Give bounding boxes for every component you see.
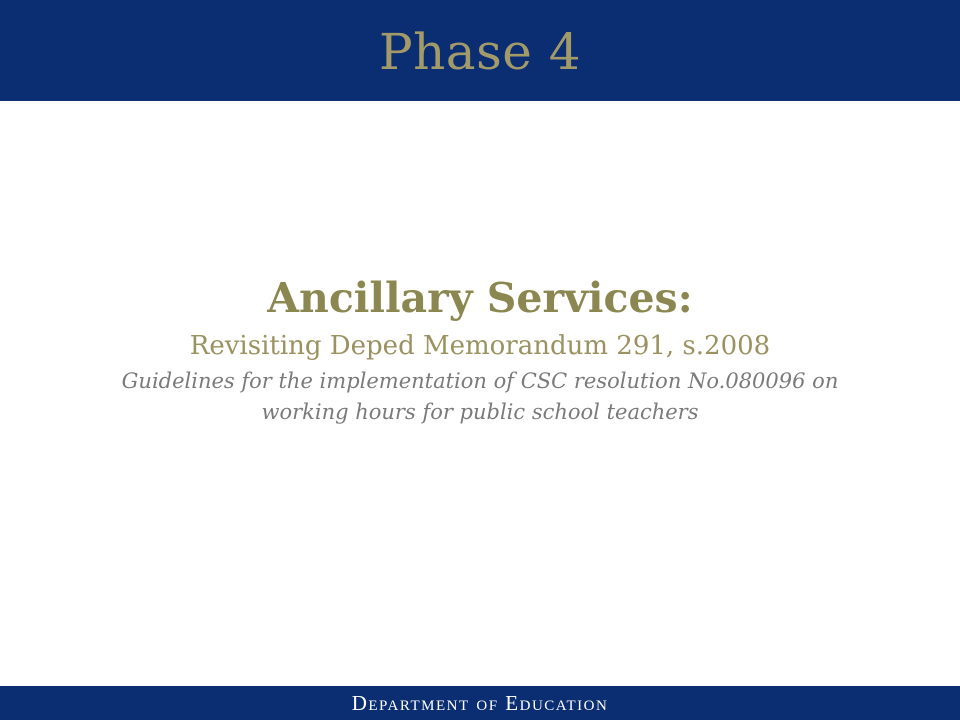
main-title: Ancillary Services: bbox=[267, 274, 693, 322]
slide-content bbox=[0, 272, 960, 428]
description: Guidelines for the implementation of CSC resolution No.080096 on working hours for public school teachers bbox=[121, 369, 839, 424]
header-bar bbox=[0, 0, 960, 101]
footer-bar bbox=[0, 686, 960, 720]
slide-header-title: Phase 4 bbox=[378, 22, 582, 81]
subtitle: Revisiting Deped Memorandum 291, s.2008 bbox=[189, 331, 771, 361]
footer-text: Department of Education bbox=[351, 690, 609, 715]
